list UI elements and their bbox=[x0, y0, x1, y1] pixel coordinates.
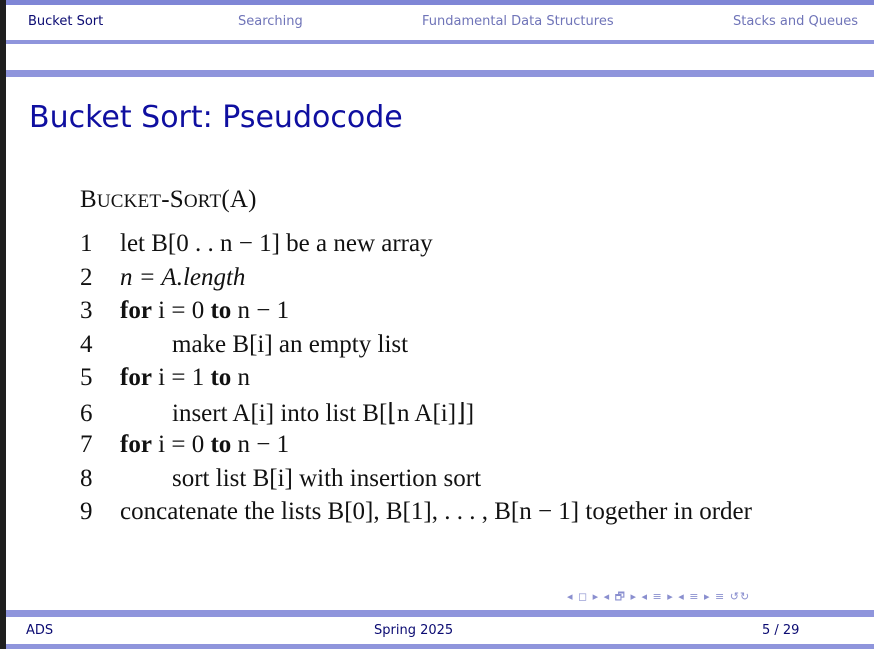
keyword-for: for bbox=[120, 297, 152, 324]
left-edge-bar bbox=[0, 0, 6, 649]
nav-section-fundamental-data-structures[interactable]: Fundamental Data Structures bbox=[422, 14, 614, 29]
keyword-to: to bbox=[210, 297, 232, 324]
pseudocode-line bbox=[80, 297, 289, 325]
line-text: insert A[i] into list B[⌊n A[i]⌋] bbox=[172, 400, 475, 427]
section-navigation-bar bbox=[6, 0, 874, 43]
algorithm-name-initial-b: B bbox=[80, 186, 97, 213]
line-number: 3 bbox=[80, 297, 93, 324]
line-number: 4 bbox=[80, 331, 93, 358]
line-text: let B[0 . . n − 1] be a new array bbox=[120, 230, 433, 257]
nav-section-stacks-and-queues[interactable]: Stacks and Queues bbox=[733, 14, 858, 29]
footer-short-title: ADS bbox=[26, 623, 54, 638]
line-number: 1 bbox=[80, 230, 93, 257]
line-text: i = 1 bbox=[151, 364, 211, 391]
line-text: n = A.length bbox=[120, 264, 246, 291]
footer-date: Spring 2025 bbox=[374, 623, 454, 638]
pseudocode-line bbox=[80, 498, 752, 526]
keyword-to: to bbox=[210, 364, 232, 391]
keyword-for: for bbox=[120, 431, 152, 458]
keyword-for: for bbox=[120, 364, 152, 391]
line-number: 2 bbox=[80, 264, 93, 291]
algorithm-name bbox=[80, 186, 257, 214]
subsection-band bbox=[6, 70, 874, 77]
line-text-tail: n bbox=[231, 364, 251, 391]
algorithm-name-smallcaps-2: ORT bbox=[183, 191, 222, 212]
line-text-tail: n − 1 bbox=[231, 297, 290, 324]
pseudocode-line bbox=[80, 431, 289, 459]
footer-bar bbox=[6, 617, 874, 644]
line-number: 7 bbox=[80, 431, 93, 458]
keyword-to: to bbox=[210, 431, 232, 458]
footer-accent bbox=[6, 610, 874, 617]
frame-title: Bucket Sort: Pseudocode bbox=[29, 100, 403, 135]
pseudocode-line bbox=[80, 264, 245, 292]
line-number: 9 bbox=[80, 498, 93, 525]
line-text: i = 0 bbox=[151, 431, 211, 458]
line-text: sort list B[i] with insertion sort bbox=[172, 465, 482, 492]
line-number: 8 bbox=[80, 465, 93, 492]
algorithm-name-dash: - bbox=[161, 186, 170, 213]
line-text: concatenate the lists B[0], B[1], . . . , B[n − 1] together in order bbox=[120, 498, 752, 525]
algorithm-name-initial-s: S bbox=[169, 186, 184, 213]
algorithm-name-param: (A) bbox=[221, 186, 257, 213]
line-number: 6 bbox=[80, 400, 93, 427]
footer-page-number: 5 / 29 bbox=[762, 623, 800, 638]
line-text: make B[i] an empty list bbox=[172, 331, 409, 358]
nav-top-accent bbox=[6, 0, 874, 5]
nav-section-bucket-sort[interactable]: Bucket Sort bbox=[28, 14, 104, 29]
pseudocode-line bbox=[80, 230, 433, 258]
line-text: i = 0 bbox=[151, 297, 211, 324]
line-text-tail: n − 1 bbox=[231, 431, 290, 458]
nav-section-searching[interactable]: Searching bbox=[238, 14, 303, 29]
pseudocode-line bbox=[80, 331, 408, 359]
line-number: 5 bbox=[80, 364, 93, 391]
pseudocode-line bbox=[80, 465, 481, 493]
footer-bottom-accent bbox=[6, 644, 874, 649]
nav-bottom-accent bbox=[6, 40, 874, 44]
pseudocode-line bbox=[80, 364, 250, 392]
pseudocode-line bbox=[80, 398, 474, 428]
algorithm-name-smallcaps-1: UCKET bbox=[96, 191, 162, 212]
beamer-navigation-symbols[interactable]: ◂ ◻ ▸ ◂ 🗗 ▸ ◂ ≡ ▸ ◂ ≡ ▸ ≡ ↺↻ bbox=[567, 590, 751, 603]
